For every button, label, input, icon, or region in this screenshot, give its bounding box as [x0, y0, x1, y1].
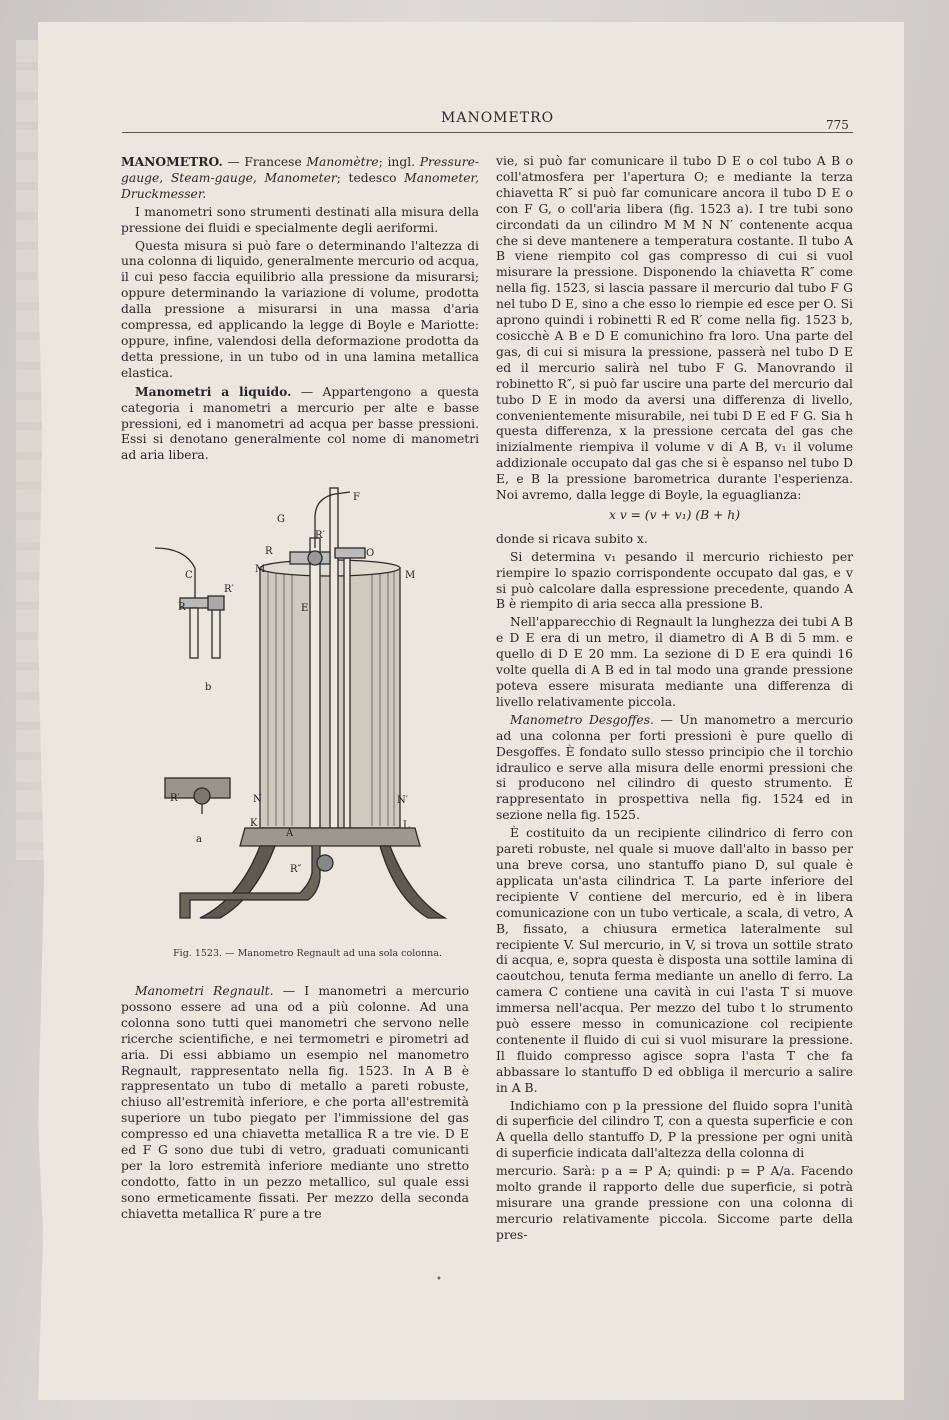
paragraph-determine-v1: Si determina v₁ pesando il mercurio richiesto per riempire lo spazio corrispondente occupato dal gas, e v si può calcolare dalla espressione precedente, quando A B è riempito di aria secca alla pressione B. [496, 549, 853, 612]
label-n-prime: N′ [397, 795, 409, 806]
french-term: Manomètre [306, 155, 379, 169]
label-r-double-prime: R″ [290, 864, 302, 875]
tube-fg [330, 488, 338, 828]
label-n: N [253, 794, 262, 805]
section-heading-liquid: Manometri a liquido. [135, 383, 292, 399]
right-column [496, 154, 853, 1246]
label-r-prime-a: R′ [170, 793, 180, 804]
footer-mark: • [436, 1274, 442, 1285]
label-a: A [286, 828, 294, 839]
german-separator: ; tedesco [336, 170, 405, 185]
entry-heading-paragraph [121, 154, 479, 203]
right-leg [380, 846, 445, 918]
figure-1523-regnault-manometer [140, 478, 470, 928]
entry-intro: — Francese [222, 155, 307, 169]
english-separator: ; ingl. [378, 155, 420, 169]
label-g: G [277, 514, 285, 525]
label-k: K [250, 818, 258, 829]
running-head: MANOMETRO [441, 110, 555, 126]
label-r-prime-top: R′ [315, 530, 325, 541]
section-heading-desgoffes: Manometro Desgoffes. [510, 712, 654, 727]
paragraph-regnault [121, 984, 469, 1223]
header-rule [122, 132, 853, 133]
paragraph-definition: I manometri sono strumenti destinati alla misura della pressione dei fluidi e specialmente degli aeriformi. [121, 204, 479, 235]
section-heading-regnault: Manometri Regnault. [135, 984, 274, 998]
label-r-detail: R [178, 602, 186, 613]
left-leg [200, 846, 275, 918]
label-l: L [403, 820, 410, 831]
paragraph-liquid-manometers [121, 384, 479, 465]
entry-term: MANOMETRO. [121, 154, 223, 169]
left-column-bottom [121, 984, 469, 1225]
paragraph-regnault-dimensions: Nell'apparecchio di Regnault la lunghezza dei tubi A B e D E era di un metro, il diametro di A B di 5 mm. e quello di D E 20 mm. La sezione di D E era quindi 16 volte quella di A B ed in tal modo una grande pressione poteva essere misurata mediante una differenza di livello relativamente piccola. [496, 615, 853, 709]
regnault-text: — I manometri a mercurio possono essere ad una od a più colonne. Ad una colonna sono tutti quei manometri che servono nelle ricerche scientifiche, e nei termometri e pirometri ad aria. Di essi abbiamo un esempio nel manometro Regnault, rappresentato nella fig. 1523. In A B è rappresentato un tubo di metallo a pareti robuste, chiuso all'estremità inferiore, e che porta all'estremità superiore un tubo piegato per l'immissione del gas compresso ed una chiavetta metallica R a tre vie. D E ed F G sono due tubi di vetro, graduati comunicanti per la loro estremità inferiore mediante uno stretto condotto, fatto in un pezzo metallico, sul quale essi sono ermeticamente fissati. Per mezzo della seconda chiavetta metallica R′ pure a tre [121, 984, 469, 1221]
boyle-formula: x v = (v + v₁) (B + h) [608, 507, 741, 522]
paragraph-continuation: vie, si può far comunicare il tubo D E o col tubo A B o coll'atmosfera per l'apertura O; e mediante la terza chiavetta R″ si può far comunicare ancora il tubo D E o con F G, o coll'aria libera (fig. 1523 a). I tre tubi sono circondati da un cilindro M M N N′ contenente acqua che si deve mantenere a temperatura costante. Il tubo A B viene riempito col gas compresso di cui si vuol misurare la pressione. Disponendo la chiavetta R″ come nella fig. 1523, si lascia passare il mercurio dal tubo F G nel tubo D E, sino a che esso lo riempie ed esce per O. Si aprono quindi i robinetti R ed R′ come nella fig. 1523 b, cosicchè A B e D E comunichino fra loro. Una parte del gas, di cui si misura la pressione, passerà nel tubo D E ed il mercurio salirà nel tubo F G. Manovrando il robinetto R″, si può far uscire una parte del mercurio dal tubo D E in modo da aversi una differenza di livello, convenientemente misurabile, nei tubi D E ed F G. Sia h questa differenza, x la pressione cercata del gas che inizialmente riempiva il volume v di A B, v₁ il volume addizionale occupato dal gas che si è espanso nel tubo D E, e B la pressione barometrica durante l'esperienza. Noi avremo, dalla legge di Boyle, la eguaglianza: [496, 154, 853, 503]
tube-de [344, 558, 350, 828]
label-c: C [185, 570, 193, 581]
english-terms: Pressure-gauge, Steam-gauge, Manometer [121, 155, 480, 185]
label-o: O [366, 548, 375, 559]
label-m-left: M [255, 564, 266, 575]
paragraph-derive-x: donde si ricava subito x. [496, 531, 648, 546]
manometer-illustration [140, 478, 470, 928]
valve-r-prime [335, 548, 365, 558]
label-f: F [353, 492, 360, 503]
german-terms: Manometer, Druckmesser. [121, 170, 479, 201]
tube-ab [310, 538, 320, 828]
label-e: E [301, 603, 309, 614]
label-m-right: M [405, 570, 416, 581]
desgoffes-text: — Un manometro a mercurio ad una colonna per forti pressioni è pure quello di Desgoffes. È fondato sullo stesso principio che il torchio idraulico e serve alla misura delle enormi pressioni che si producono nel cilindro di questo strumento. È rappresentato in prospettiva nella fig. 1524 ed in sezione nella fig. 1525. [496, 712, 853, 823]
liquid-manometers-text: — Appartengono a questa categoria i manometri a mercurio per alte e basse pressioni, ed i manometri ad acqua per basse pressioni. Essi si denotano generalmente col nome di manometri ad aria libera. [121, 384, 479, 463]
page-number: 775 [826, 118, 849, 132]
label-r-prime-detail: R′ [224, 584, 234, 595]
label-b: b [205, 682, 212, 693]
paragraph-methods: Questa misura si può fare o determinando l'altezza di una colonna di liquido, generalmente mercurio od acqua, il cui peso faccia equilibrio alla pressione da misurarsi; oppure determinando la variazione di volume, prodotta dalla pressione a misurarsi in una massa d'aria compressa, ed applicando la legge di Boyle e Mariotte: oppure, infine, valendosi della deformazione prodotta da detta pressione, in un tubo od in una lamina metallica elastica. [121, 238, 479, 380]
paragraph-desgoffes [496, 713, 853, 824]
base-plate [240, 828, 420, 846]
left-column-top [121, 154, 479, 466]
paragraph-pressure-definition: Indichiamo con p la pressione del fluido sopra l'unità di superficie del cilindro T, con a questa superficie e con A quella dello stantuffo D, P la pressione per ogni unità di superficie indicata dall'altezza della colonna di [496, 1098, 853, 1161]
label-a-detail: a [196, 834, 202, 845]
paragraph-construction: È costituito da un recipiente cilindrico di ferro con pareti robuste, nel quale si muove dall'alto in basso per una breve corsa, uno stantuffo piano D, sul quale è applicata un'asta cilindrica T. La parte inferiore del recipiente V contiene del mercurio, ed è in libera comunicazione con un tubo verticale, a scala, di vetro, A B, fissato, a chiusura ermetica lateralmente sul recipiente V. Sul mercurio, in V, si trova un sottile strato di acqua, e, sopra questa è disposta una sottile lamina di caoutchou, tenuta ferma mediante un anello di ferro. La camera C contiene una cavità in cui l'asta T si muove immersa nell'acqua. Per mezzo del tubo t lo strumento può essere messo in comunicazione col recipiente contenente il fluido di cui si vuol misurare la pressione. Il fluido compresso agisce sopra l'asta T che fa abbassare lo stantuffo D ed obbliga il mercurio a salire in A B. [496, 826, 853, 1095]
figure-caption: Fig. 1523. — Manometro Regnault ad una sola colonna. [173, 948, 442, 959]
valve-r-double-prime [317, 855, 333, 871]
paragraph-conclusion: mercurio. Sarà: p a = P A; quindi: p = P A/a. Facendo molto grande il rapporto delle due superficie, si potrà misurare una grande pressione con una colonna di mercurio relativamente piccola. Siccome parte della pres- [496, 1164, 853, 1242]
label-r-top: R [265, 546, 273, 557]
